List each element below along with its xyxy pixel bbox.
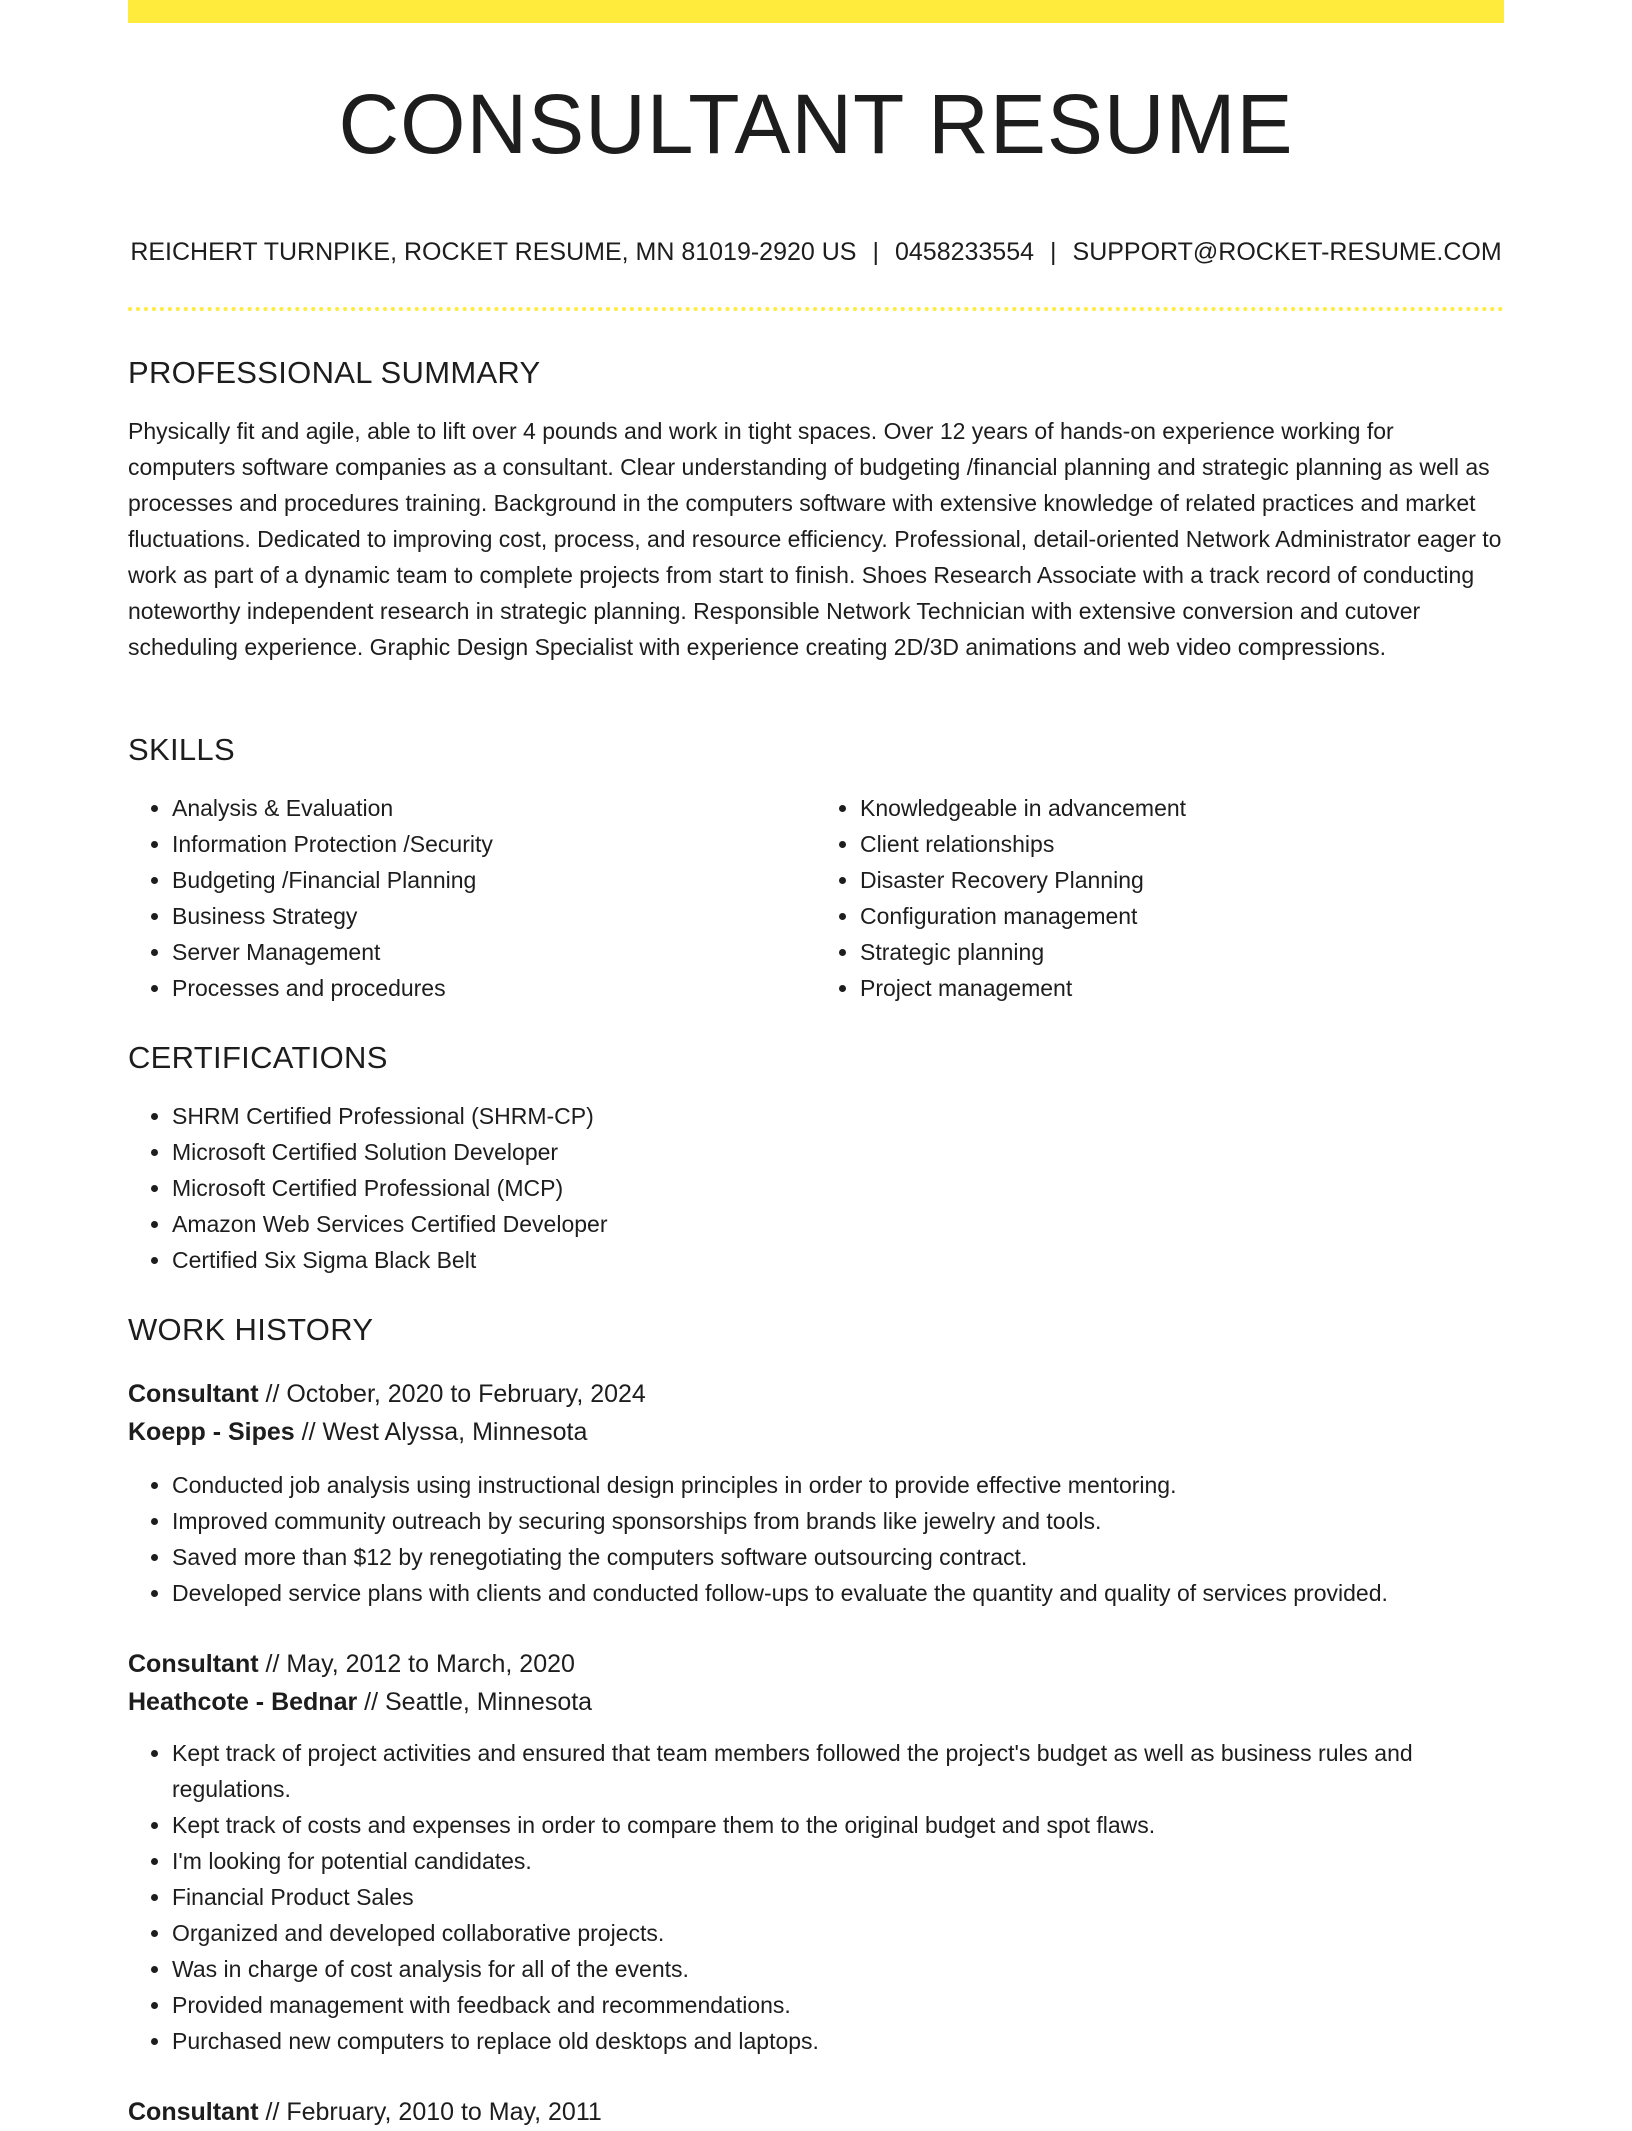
job-entry — [128, 1375, 1504, 1611]
skill-item: • Client relationships — [860, 826, 1504, 862]
job-location: // Seattle, Minnesota — [364, 1688, 593, 1716]
job-bullets — [128, 1735, 1504, 2059]
job-entry — [128, 2093, 1504, 2131]
job-bullet: • Was in charge of cost analysis for all of the events. — [172, 1951, 1504, 1987]
contact-line — [128, 238, 1504, 267]
job-company: Koepp - Sipes — [128, 1418, 295, 1446]
job-location: // West Alyssa, Minnesota — [301, 1418, 588, 1446]
skill-item: • Disaster Recovery Planning — [860, 862, 1504, 898]
skills-list-left — [128, 790, 816, 1006]
job-role: Consultant — [128, 1380, 259, 1408]
job-company: Heathcote - Bednar — [128, 1688, 358, 1716]
job-title-line — [128, 1375, 1504, 1413]
job-bullet: • Improved community outreach by securing sponsorships from brands like jewelry and tools. — [172, 1503, 1504, 1539]
job-bullet: • Kept track of project activities and ensured that team members followed the project's budget as well as business rules and regulations. — [172, 1735, 1504, 1807]
skills-section — [128, 732, 1504, 1006]
certifications-section — [128, 1040, 1504, 1278]
job-title-line — [128, 2093, 1504, 2131]
skills-list-right — [816, 790, 1504, 1006]
skill-item: • Information Protection /Security — [172, 826, 816, 862]
job-dates: // October, 2020 to February, 2024 — [265, 1380, 646, 1408]
skill-item: • Strategic planning — [860, 934, 1504, 970]
page-title: CONSULTANT RESUME — [338, 77, 1294, 171]
certifications-heading: CERTIFICATIONS — [128, 1040, 388, 1075]
certification-item: • Microsoft Certified Professional (MCP) — [172, 1170, 1504, 1206]
job-bullet: • Kept track of costs and expenses in order to compare them to the original budget and spot flaws. — [172, 1807, 1504, 1843]
skill-item: • Budgeting /Financial Planning — [172, 862, 816, 898]
top-accent-bar — [128, 0, 1504, 23]
skill-item: • Processes and procedures — [172, 970, 816, 1006]
job-bullet: • Financial Product Sales — [172, 1879, 1504, 1915]
summary-text: Physically fit and agile, able to lift over 4 pounds and work in tight spaces. Over 12 years of hands-on experience working for computers software companies as a consultant. Clear understanding of budgeting /financial planning and strategic planning as well as processes and procedures training. Background in the computers software with extensive knowledge of related practices and market fluctuations. Dedicated to improving cost, process, and resource efficiency. Professional, detail-oriented Network Administrator eager to work as part of a dynamic team to complete projects from start to finish. Shoes Research Associate with a track record of conducting noteworthy independent research in strategic planning. Responsible Network Technician with extensive conversion and cutover scheduling experience. Graphic Design Specialist with experience creating 2D/3D animations and web video compressions. — [128, 418, 1502, 660]
work-history-section — [128, 1312, 1504, 1348]
skill-item: • Analysis & Evaluation — [172, 790, 816, 826]
skill-item: • Project management — [860, 970, 1504, 1006]
job-dates: // May, 2012 to March, 2020 — [265, 1650, 575, 1678]
skill-item: • Business Strategy — [172, 898, 816, 934]
job-role: Consultant — [128, 2098, 259, 2126]
job-dates: // February, 2010 to May, 2011 — [265, 2098, 602, 2126]
skill-item: • Configuration management — [860, 898, 1504, 934]
certifications-list — [128, 1098, 1504, 1278]
summary-section — [128, 355, 1504, 665]
job-bullets — [128, 1467, 1504, 1611]
job-bullet: • Developed service plans with clients and conducted follow-ups to evaluate the quantity and quality of services provided. — [172, 1575, 1504, 1611]
job-bullet: • Conducted job analysis using instructional design principles in order to provide effective mentoring. — [172, 1467, 1504, 1503]
dotted-divider — [128, 307, 1504, 311]
certification-item: • SHRM Certified Professional (SHRM-CP) — [172, 1098, 1504, 1134]
skills-heading: SKILLS — [128, 732, 235, 767]
job-bullet: • Organized and developed collaborative projects. — [172, 1915, 1504, 1951]
job-bullet: • Saved more than $12 by renegotiating the computers software outsourcing contract. — [172, 1539, 1504, 1575]
job-bullet: • I'm looking for potential candidates. — [172, 1843, 1504, 1879]
summary-heading: PROFESSIONAL SUMMARY — [128, 355, 541, 390]
job-bullet: • Purchased new computers to replace old desktops and laptops. — [172, 2023, 1504, 2059]
certification-item: • Microsoft Certified Solution Developer — [172, 1134, 1504, 1170]
job-bullet: • Provided management with feedback and recommendations. — [172, 1987, 1504, 2023]
contact-phone: 0458233554 — [894, 238, 1035, 266]
certification-item: • Certified Six Sigma Black Belt — [172, 1242, 1504, 1278]
job-role: Consultant — [128, 1650, 259, 1678]
skills-columns — [128, 790, 1504, 1006]
skill-item: • Server Management — [172, 934, 816, 970]
contact-address: REICHERT TURNPIKE, ROCKET RESUME, MN 81019-2920 US — [130, 238, 857, 266]
skill-item: • Knowledgeable in advancement — [860, 790, 1504, 826]
job-company-line — [128, 1683, 1504, 1721]
certification-item: • Amazon Web Services Certified Developer — [172, 1206, 1504, 1242]
job-company-line — [128, 1413, 1504, 1451]
job-entry — [128, 1645, 1504, 2059]
contact-email: SUPPORT@ROCKET-RESUME.COM — [1072, 238, 1502, 266]
job-title-line — [128, 1645, 1504, 1683]
contact-separator: | — [872, 238, 879, 266]
work-history-heading: WORK HISTORY — [128, 1312, 374, 1347]
contact-separator: | — [1050, 238, 1057, 266]
